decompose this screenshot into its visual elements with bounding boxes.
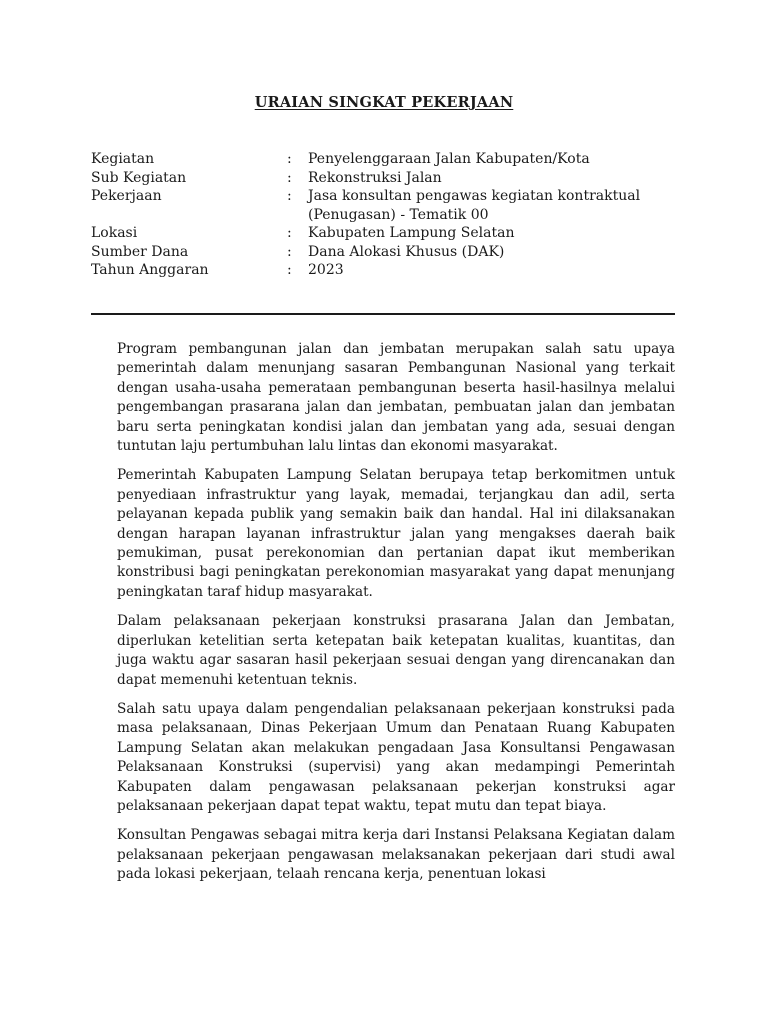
- info-colon: :: [287, 169, 292, 186]
- info-label: Lokasi: [91, 225, 138, 241]
- info-colon: :: [287, 243, 292, 260]
- info-colon: :: [287, 151, 292, 167]
- body-paragraph: Dalam pelaksanaan pekerjaan konstruksi prasarana Jalan dan Jembatan, diperlukan ketelitian serta ketepatan baik ketepatan kualitas, kuantitas, dan juga waktu agar sasaran hasil pekerjaan sesuai dengan yang direncanakan dan dapat memenuhi ketentuan teknis.: [117, 613, 675, 688]
- info-value: 2023: [308, 262, 344, 278]
- info-value: Rekonstruksi Jalan: [308, 169, 442, 186]
- info-value: Jasa konsultan pengawas kegiatan kontraktual (Penugasan) - Tematik 00: [308, 188, 641, 223]
- info-label: Kegiatan: [91, 151, 155, 167]
- info-value: Kabupaten Lampung Selatan: [308, 225, 515, 241]
- info-colon: :: [287, 225, 292, 241]
- project-info-table: [91, 150, 691, 280]
- info-row-lokasi: [91, 224, 691, 243]
- document-title: URAIAN SINGKAT PEKERJAAN: [254, 94, 514, 111]
- info-value: Dana Alokasi Khusus (DAK): [308, 243, 505, 260]
- info-label: Pekerjaan: [91, 188, 162, 204]
- info-row-sub-kegiatan: [91, 169, 691, 188]
- body-paragraph: Pemerintah Kabupaten Lampung Selatan berupaya tetap berkomitmen untuk penyediaan infrastruktur yang layak, memadai, terjangkau dan adil, serta pelayanan kepada publik yang semakin baik dan handal. Hal ini dilaksanakan dengan harapan layanan infrastruktur jalan yang mengakses daerah baik pemukiman, pusat perekonomian dan pertanian dapat ikut memberikan konstribusi bagi peningkatan perekonomian masyarakat yang dapat menunjang peningkatan taraf hidup masyarakat.: [117, 467, 675, 600]
- body-paragraph: Salah satu upaya dalam pengendalian pelaksanaan pekerjaan konstruksi pada masa pelaksanaan, Dinas Pekerjaan Umum dan Penataan Ruang Kabupaten Lampung Selatan akan melakukan pengadaan Jasa Konsultansi Pengawasan Pelaksanaan Konstruksi (supervisi) yang akan medampingi Pemerintah Kabupaten dalam pengawasan pelaksanaan pekerjan konstruksi agar pelaksanaan pekerjaan dapat tepat waktu, tepat mutu dan tepat biaya.: [117, 700, 675, 814]
- body-paragraph: Program pembangunan jalan dan jembatan merupakan salah satu upaya pemerintah dalam menunjang sasaran Pembangunan Nasional yang terkait dengan usaha-usaha pemerataan pembangunan beserta hasil-hasilnya melalui pengembangan prasarana jalan dan jembatan, pembuatan jalan dan jembatan baru serta peningkatan kondisi jalan dan jembatan yang ada, sesuai dengan tuntutan laju pertumbuhan lalu lintas dan ekonomi masyarakat.: [117, 341, 675, 455]
- info-row-tahun-anggaran: [91, 261, 691, 280]
- info-value: Penyelenggaraan Jalan Kabupaten/Kota: [308, 151, 590, 167]
- body-paragraph: Konsultan Pengawas sebagai mitra kerja dari Instansi Pelaksana Kegiatan dalam pelaksanaan pekerjaan pengawasan melaksanakan pekerjaan dari studi awal pada lokasi pekerjaan, telaah rencana kerja, penentuan lokasi: [117, 827, 675, 883]
- info-row-sumber-dana: [91, 243, 691, 262]
- info-label: Tahun Anggaran: [91, 262, 209, 278]
- info-colon: :: [287, 188, 292, 204]
- info-row-pekerjaan: [91, 187, 691, 224]
- info-label: Sub Kegiatan: [91, 169, 187, 186]
- info-colon: :: [287, 262, 292, 278]
- section-divider: [91, 313, 675, 315]
- info-row-kegiatan: [91, 150, 691, 169]
- document-body: [117, 340, 675, 895]
- info-label: Sumber Dana: [91, 243, 189, 260]
